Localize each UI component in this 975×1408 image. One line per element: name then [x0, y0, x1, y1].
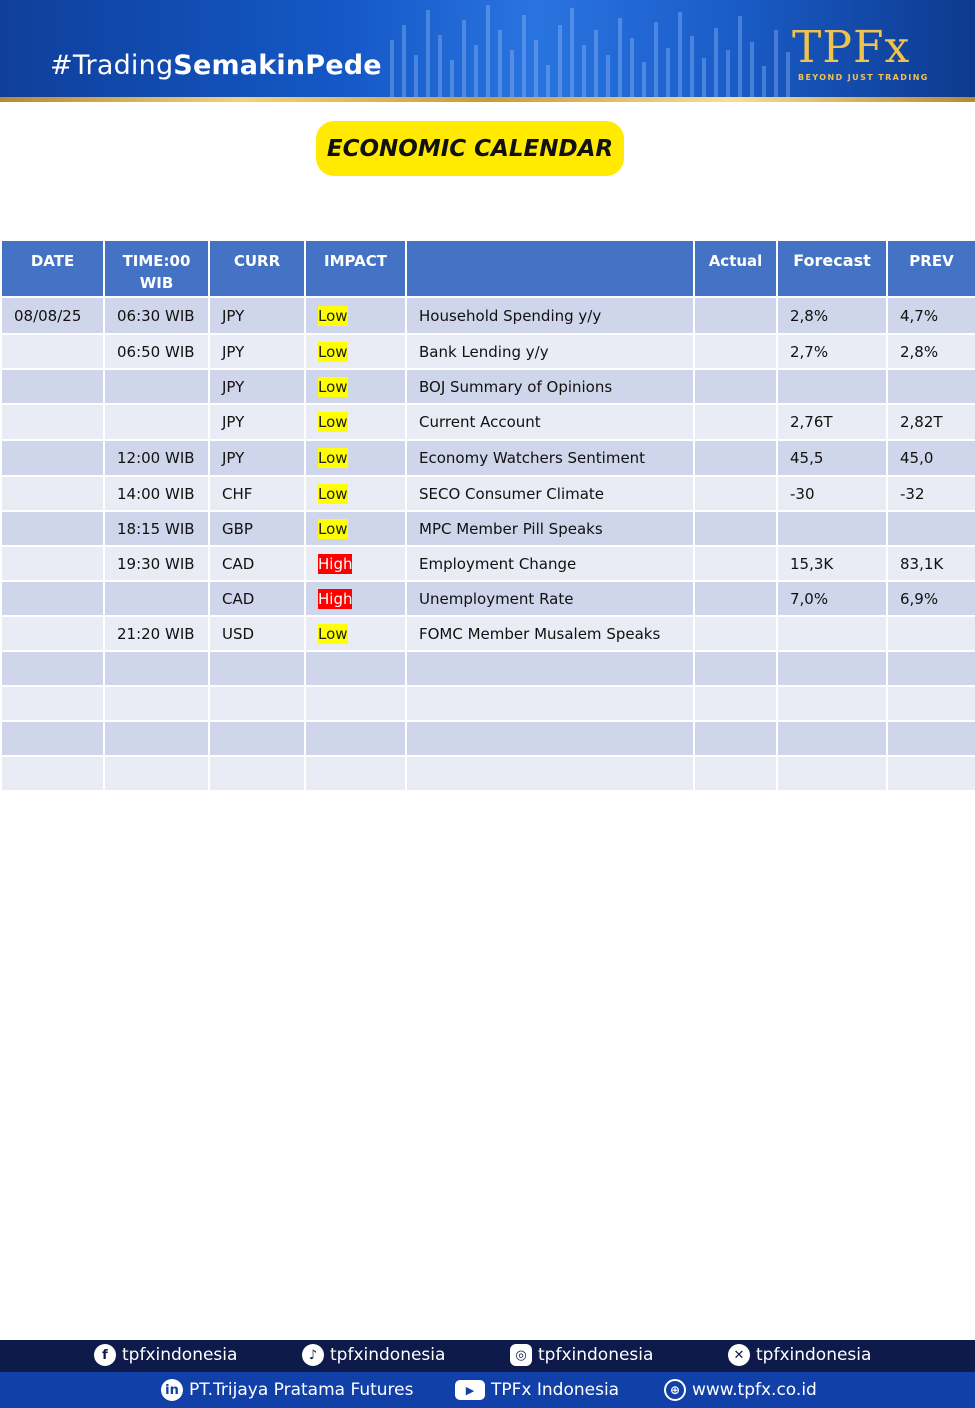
- tpfx-logo: [792, 22, 932, 86]
- column-header-impact: IMPACT: [305, 240, 406, 297]
- column-header-currency: CURR: [209, 240, 305, 297]
- prev-cell: [887, 369, 975, 404]
- date-cell: [1, 546, 104, 581]
- date-cell: [1, 756, 104, 791]
- impact-badge: High: [318, 589, 353, 608]
- linkedin-name: PT.Trijaya Pratama Futures: [189, 1380, 414, 1400]
- time-cell: 21:20 WIB: [104, 616, 209, 651]
- currency-cell: [209, 756, 305, 791]
- forecast-cell: 2,76T: [777, 404, 887, 440]
- forecast-cell: [777, 686, 887, 721]
- currency-cell: CAD: [209, 546, 305, 581]
- facebook-link[interactable]: [94, 1344, 237, 1366]
- table-row: [1, 686, 975, 721]
- column-header-forecast: Forecast: [777, 240, 887, 297]
- tiktok-link[interactable]: [302, 1344, 445, 1366]
- event-cell: MPC Member Pill Speaks: [406, 511, 694, 546]
- prev-cell: [887, 511, 975, 546]
- table-row: [1, 511, 975, 546]
- impact-badge: High: [318, 554, 353, 573]
- currency-cell: JPY: [209, 297, 305, 334]
- impact-badge: Low: [318, 519, 348, 538]
- table-body: [1, 297, 975, 791]
- prev-cell: [887, 686, 975, 721]
- column-header-date: DATE: [1, 240, 104, 297]
- currency-cell: [209, 686, 305, 721]
- impact-cell: [305, 721, 406, 756]
- event-cell: Unemployment Rate: [406, 581, 694, 616]
- date-cell: [1, 369, 104, 404]
- event-cell: FOMC Member Musalem Speaks: [406, 616, 694, 651]
- prev-cell: 2,82T: [887, 404, 975, 440]
- linkedin-link[interactable]: [161, 1379, 413, 1401]
- event-cell: Employment Change: [406, 546, 694, 581]
- table-row: [1, 297, 975, 334]
- time-cell: [104, 651, 209, 686]
- time-cell: 18:15 WIB: [104, 511, 209, 546]
- header-banner: [0, 0, 975, 100]
- impact-cell: [305, 686, 406, 721]
- youtube-icon: ▶: [455, 1380, 485, 1400]
- impact-cell: [305, 581, 406, 616]
- economic-calendar-table: [0, 239, 975, 792]
- event-cell: [406, 756, 694, 791]
- currency-cell: [209, 651, 305, 686]
- event-cell: [406, 651, 694, 686]
- logo-tagline: BEYOND JUST TRADING: [798, 73, 929, 82]
- table-row: [1, 721, 975, 756]
- prev-cell: 2,8%: [887, 334, 975, 369]
- prev-cell: [887, 616, 975, 651]
- instagram-handle: tpfxindonesia: [538, 1345, 654, 1365]
- actual-cell: [694, 297, 777, 334]
- impact-cell: [305, 546, 406, 581]
- time-cell: [104, 369, 209, 404]
- x-handle: tpfxindonesia: [756, 1345, 872, 1365]
- time-cell: 12:00 WIB: [104, 440, 209, 476]
- time-cell: [104, 686, 209, 721]
- actual-cell: [694, 369, 777, 404]
- footer-social-bar: [0, 1340, 975, 1372]
- table-row: [1, 369, 975, 404]
- date-cell: [1, 334, 104, 369]
- hashtag-prefix: #Trading: [50, 50, 174, 81]
- impact-badge: Low: [318, 449, 348, 467]
- prev-cell: 83,1K: [887, 546, 975, 581]
- currency-cell: GBP: [209, 511, 305, 546]
- forecast-cell: [777, 756, 887, 791]
- event-cell: Bank Lending y/y: [406, 334, 694, 369]
- time-cell: 06:50 WIB: [104, 334, 209, 369]
- event-cell: BOJ Summary of Opinions: [406, 369, 694, 404]
- table-header-row: [1, 240, 975, 297]
- actual-cell: [694, 511, 777, 546]
- tiktok-handle: tpfxindonesia: [330, 1345, 446, 1365]
- table-row: [1, 546, 975, 581]
- impact-cell: [305, 334, 406, 369]
- logo-text: TPFx: [792, 22, 911, 73]
- instagram-icon: ◎: [510, 1344, 532, 1366]
- date-cell: [1, 476, 104, 511]
- impact-cell: [305, 511, 406, 546]
- currency-cell: JPY: [209, 440, 305, 476]
- time-cell: [104, 581, 209, 616]
- currency-cell: JPY: [209, 369, 305, 404]
- date-cell: [1, 511, 104, 546]
- time-cell: [104, 756, 209, 791]
- impact-cell: [305, 756, 406, 791]
- linkedin-icon: in: [161, 1379, 183, 1401]
- column-header-event: [406, 240, 694, 297]
- table-row: [1, 440, 975, 476]
- tiktok-icon: ♪: [302, 1344, 324, 1366]
- forecast-cell: [777, 721, 887, 756]
- impact-badge: Low: [318, 624, 348, 643]
- impact-badge: Low: [318, 377, 348, 396]
- footer-contact-bar: [0, 1372, 975, 1408]
- actual-cell: [694, 334, 777, 369]
- gold-divider: [0, 97, 975, 102]
- table-row: [1, 476, 975, 511]
- table-row: [1, 651, 975, 686]
- actual-cell: [694, 546, 777, 581]
- date-cell: [1, 616, 104, 651]
- date-cell: [1, 651, 104, 686]
- currency-cell: USD: [209, 616, 305, 651]
- time-cell: 14:00 WIB: [104, 476, 209, 511]
- event-cell: SECO Consumer Climate: [406, 476, 694, 511]
- forecast-cell: [777, 651, 887, 686]
- instagram-link[interactable]: [510, 1344, 653, 1366]
- actual-cell: [694, 686, 777, 721]
- event-cell: [406, 721, 694, 756]
- hashtag-slogan: [50, 50, 382, 81]
- x-link[interactable]: [728, 1344, 871, 1366]
- facebook-icon: f: [94, 1344, 116, 1366]
- impact-badge: Low: [318, 306, 348, 325]
- date-cell: [1, 686, 104, 721]
- currency-cell: JPY: [209, 404, 305, 440]
- actual-cell: [694, 404, 777, 440]
- table-row: [1, 404, 975, 440]
- currency-cell: CAD: [209, 581, 305, 616]
- chart-bars-decoration: [380, 0, 800, 100]
- event-cell: [406, 686, 694, 721]
- impact-cell: [305, 297, 406, 334]
- date-cell: [1, 404, 104, 440]
- date-cell: [1, 721, 104, 756]
- column-header-time-label: TIME:00 WIB: [122, 252, 191, 292]
- forecast-cell: 15,3K: [777, 546, 887, 581]
- actual-cell: [694, 440, 777, 476]
- impact-cell: [305, 651, 406, 686]
- event-cell: Economy Watchers Sentiment: [406, 440, 694, 476]
- date-cell: [1, 440, 104, 476]
- impact-badge: Low: [318, 413, 348, 431]
- actual-cell: [694, 721, 777, 756]
- column-header-time: [104, 240, 209, 297]
- youtube-link[interactable]: [455, 1380, 619, 1400]
- forecast-cell: 45,5: [777, 440, 887, 476]
- prev-cell: 45,0: [887, 440, 975, 476]
- forecast-cell: 2,8%: [777, 297, 887, 334]
- actual-cell: [694, 581, 777, 616]
- table-row: [1, 581, 975, 616]
- table-row: [1, 616, 975, 651]
- facebook-handle: tpfxindonesia: [122, 1345, 238, 1365]
- table-row: [1, 334, 975, 369]
- currency-cell: JPY: [209, 334, 305, 369]
- actual-cell: [694, 651, 777, 686]
- time-cell: 19:30 WIB: [104, 546, 209, 581]
- prev-cell: -32: [887, 476, 975, 511]
- globe-icon: ⊕: [664, 1379, 686, 1401]
- prev-cell: 4,7%: [887, 297, 975, 334]
- prev-cell: 6,9%: [887, 581, 975, 616]
- prev-cell: [887, 756, 975, 791]
- prev-cell: [887, 651, 975, 686]
- forecast-cell: 2,7%: [777, 334, 887, 369]
- time-cell: 06:30 WIB: [104, 297, 209, 334]
- currency-cell: CHF: [209, 476, 305, 511]
- website-link[interactable]: [664, 1379, 817, 1401]
- impact-cell: [305, 440, 406, 476]
- time-cell: [104, 721, 209, 756]
- impact-cell: [305, 369, 406, 404]
- forecast-cell: [777, 369, 887, 404]
- impact-cell: [305, 476, 406, 511]
- column-header-actual: Actual: [694, 240, 777, 297]
- date-cell: 08/08/25: [1, 297, 104, 334]
- event-cell: Current Account: [406, 404, 694, 440]
- event-cell: Household Spending y/y: [406, 297, 694, 334]
- impact-badge: Low: [318, 484, 348, 503]
- actual-cell: [694, 756, 777, 791]
- prev-cell: [887, 721, 975, 756]
- page-title: ECONOMIC CALENDAR: [316, 121, 624, 176]
- website-url: www.tpfx.co.id: [692, 1380, 817, 1400]
- time-cell: [104, 404, 209, 440]
- actual-cell: [694, 476, 777, 511]
- impact-cell: [305, 616, 406, 651]
- x-icon: ✕: [728, 1344, 750, 1366]
- column-header-prev: PREV: [887, 240, 975, 297]
- hashtag-bold: SemakinPede: [173, 50, 382, 81]
- forecast-cell: 7,0%: [777, 581, 887, 616]
- currency-cell: [209, 721, 305, 756]
- forecast-cell: -30: [777, 476, 887, 511]
- date-cell: [1, 581, 104, 616]
- actual-cell: [694, 616, 777, 651]
- forecast-cell: [777, 616, 887, 651]
- forecast-cell: [777, 511, 887, 546]
- impact-cell: [305, 404, 406, 440]
- impact-badge: Low: [318, 342, 348, 361]
- youtube-name: TPFx Indonesia: [491, 1380, 620, 1400]
- table-row: [1, 756, 975, 791]
